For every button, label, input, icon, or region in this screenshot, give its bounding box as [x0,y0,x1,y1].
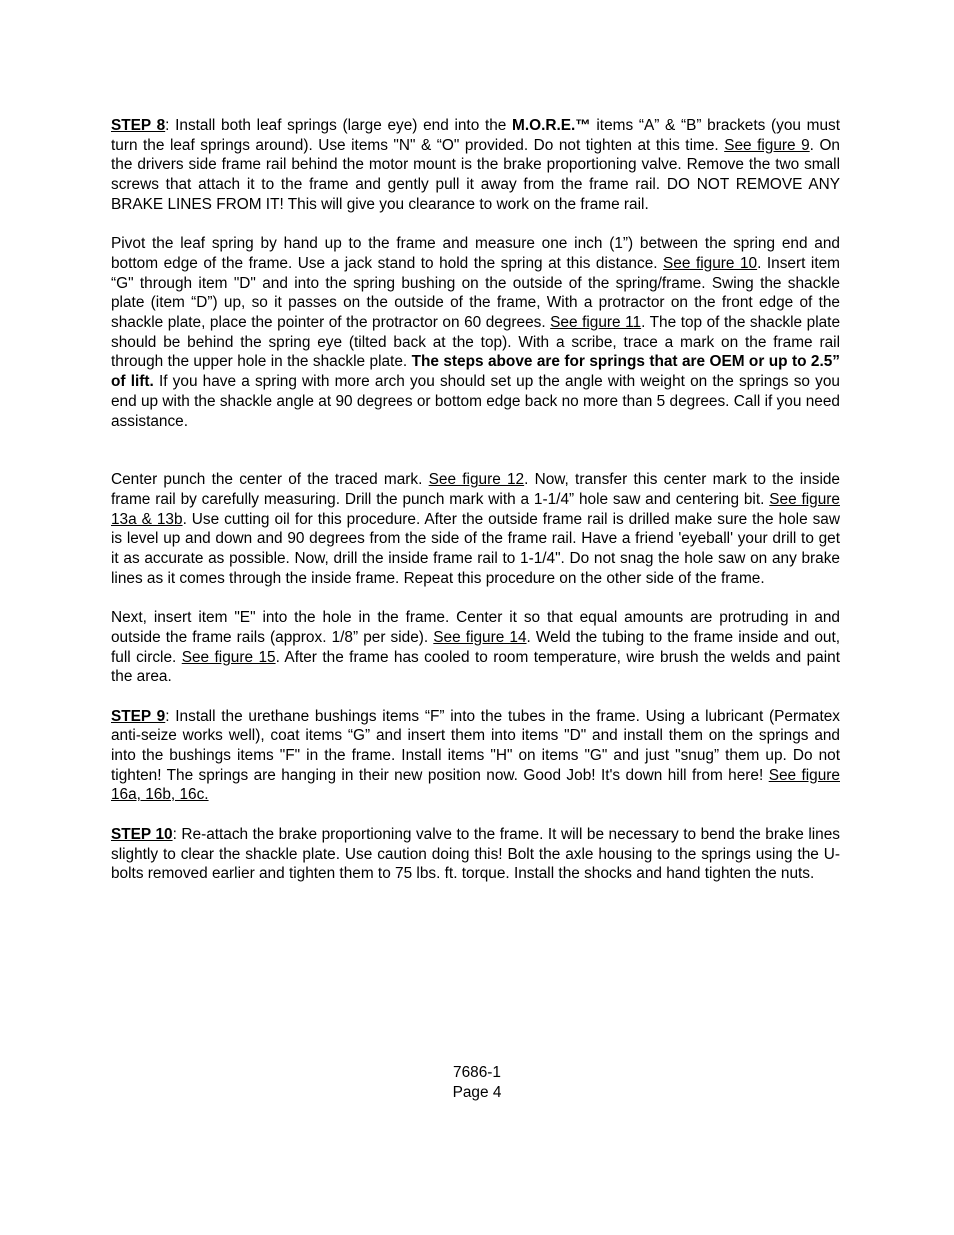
text-run: : Re-attach the brake proportioning valve to the frame. It will be necessary to bend the brake lines slightly to clear the shackle plate. Use caution doing this! Bolt the axle housing to the springs using the U-bolts removed earlier and tighten them to 75 lbs. ft. torque. Install the shocks and hand tighten the nuts. [111,825,840,883]
text-run: : Install the urethane bushings items “F” into the tubes in the frame. Using a lubricant (Permatex anti-seize works well), coat items “G” and insert them into items "D" and install them on the springs and into the bushings items "F" in the frame. Install items "H" on items "G" and just "snug” them up. Do not tighten! The springs are hanging in their new position now. Good Job! It's down hill from here! [111,707,840,784]
insert-item-e-paragraph [111,608,840,687]
page-footer [0,1063,954,1103]
text-run: . The top of the shackle plate should be behind the spring eye (tilted back at the top). With a scribe, trace a mark on the frame rail through the upper hole in the shackle plate. [111,314,841,371]
text-run: Pivot the leaf spring by hand up to the frame and measure one inch (1”) between the spring end and bottom edge of the frame. Use a jack stand to hold the spring at this distance. [111,235,840,272]
figure-16-reference: See figure 16a, 16b, 16c. [111,766,840,804]
page-number: Page 4 [452,1084,502,1101]
text-run: Next, insert item "E" into the hole in the frame. Center it so that equal amounts are protruding in and outside the frame rails (approx. 1/8” per side). [111,609,840,646]
step-10-paragraph [111,825,840,884]
step-9-paragraph [111,707,840,806]
text-run: . Insert item “G" through item "D" and into the spring bushing on the outside of the spring/frame. Swing the shackle plate (item “D”) up, so it passes on the outside of the frame, With a protractor on the front edge of the shackle plate, place the pointer of the protractor on 60 degrees. [111,254,840,332]
step-10-label: STEP 10 [111,825,173,843]
text-run: Center punch the center of the traced mark. [111,471,429,489]
figure-11-reference: See figure 11 [550,314,642,332]
text-run: . On the drivers side frame rail behind the motor mount is the brake proportioning valve. Remove the two small screws that attach it to the frame and gently pull it away from the frame rail. DO NOT REMOVE ANY BRAKE LINES FROM IT! This will give you clearance to work on the frame rail. [111,136,840,213]
figure-9-reference: See figure 9 [724,136,810,154]
lift-warning: The steps above are for springs that are OEM or up to 2.5” of lift. [111,353,840,391]
text-run: items “A” & “B” brackets (you must turn the leaf springs around). Use items "N" & “O" provided. Do not tighten at this time. [111,117,840,154]
text-run: . Now, transfer this center mark to the inside frame rail by carefully measuring. Drill the punch mark with a 1-1/4” hole saw and centering bit. [111,471,840,508]
document-number: 7686-1 [453,1064,501,1081]
text-run: : Install both leaf springs (large eye) end into the [165,117,513,134]
step-8-label: STEP 8 [111,117,166,134]
pivot-paragraph [111,234,840,431]
center-punch-paragraph [111,470,840,588]
figure-10-reference: See figure 10 [663,254,758,272]
step-8-paragraph [111,116,840,215]
step-9-label: STEP 9 [111,707,166,725]
figure-12-reference: See figure 12 [428,471,525,489]
text-run: . After the frame has cooled to room temperature, wire brush the welds and paint the area. [111,648,840,686]
figure-14-reference: See figure 14 [433,628,527,646]
text-run: . Use cutting oil for this procedure. After the outside frame rail is drilled make sure the hole saw is level up and down and 90 degrees from the side of the frame rail. Have a friend 'eyeball' your drill to get it as accurate as possible. Now, drill the inside frame rail to 1-1/4". Do not snag the hole saw on any brake lines as it comes through the inside frame. Repeat this procedure on the other side of the frame. [111,510,840,587]
document-body [111,116,840,904]
figure-15-reference: See figure 15 [181,648,276,666]
figure-13-reference: See figure 13a & 13b [111,490,840,528]
text-run: If you have a spring with more arch you should set up the angle with weight on the springs so you end up with the shackle angle at 90 degrees or bottom edge back no more than 5 degrees. Call if you need assistance. [111,373,840,430]
text-run: . Weld the tubing to the frame inside and out, full circle. [111,628,840,666]
brand-name: M.O.R.E.™ [512,117,591,134]
